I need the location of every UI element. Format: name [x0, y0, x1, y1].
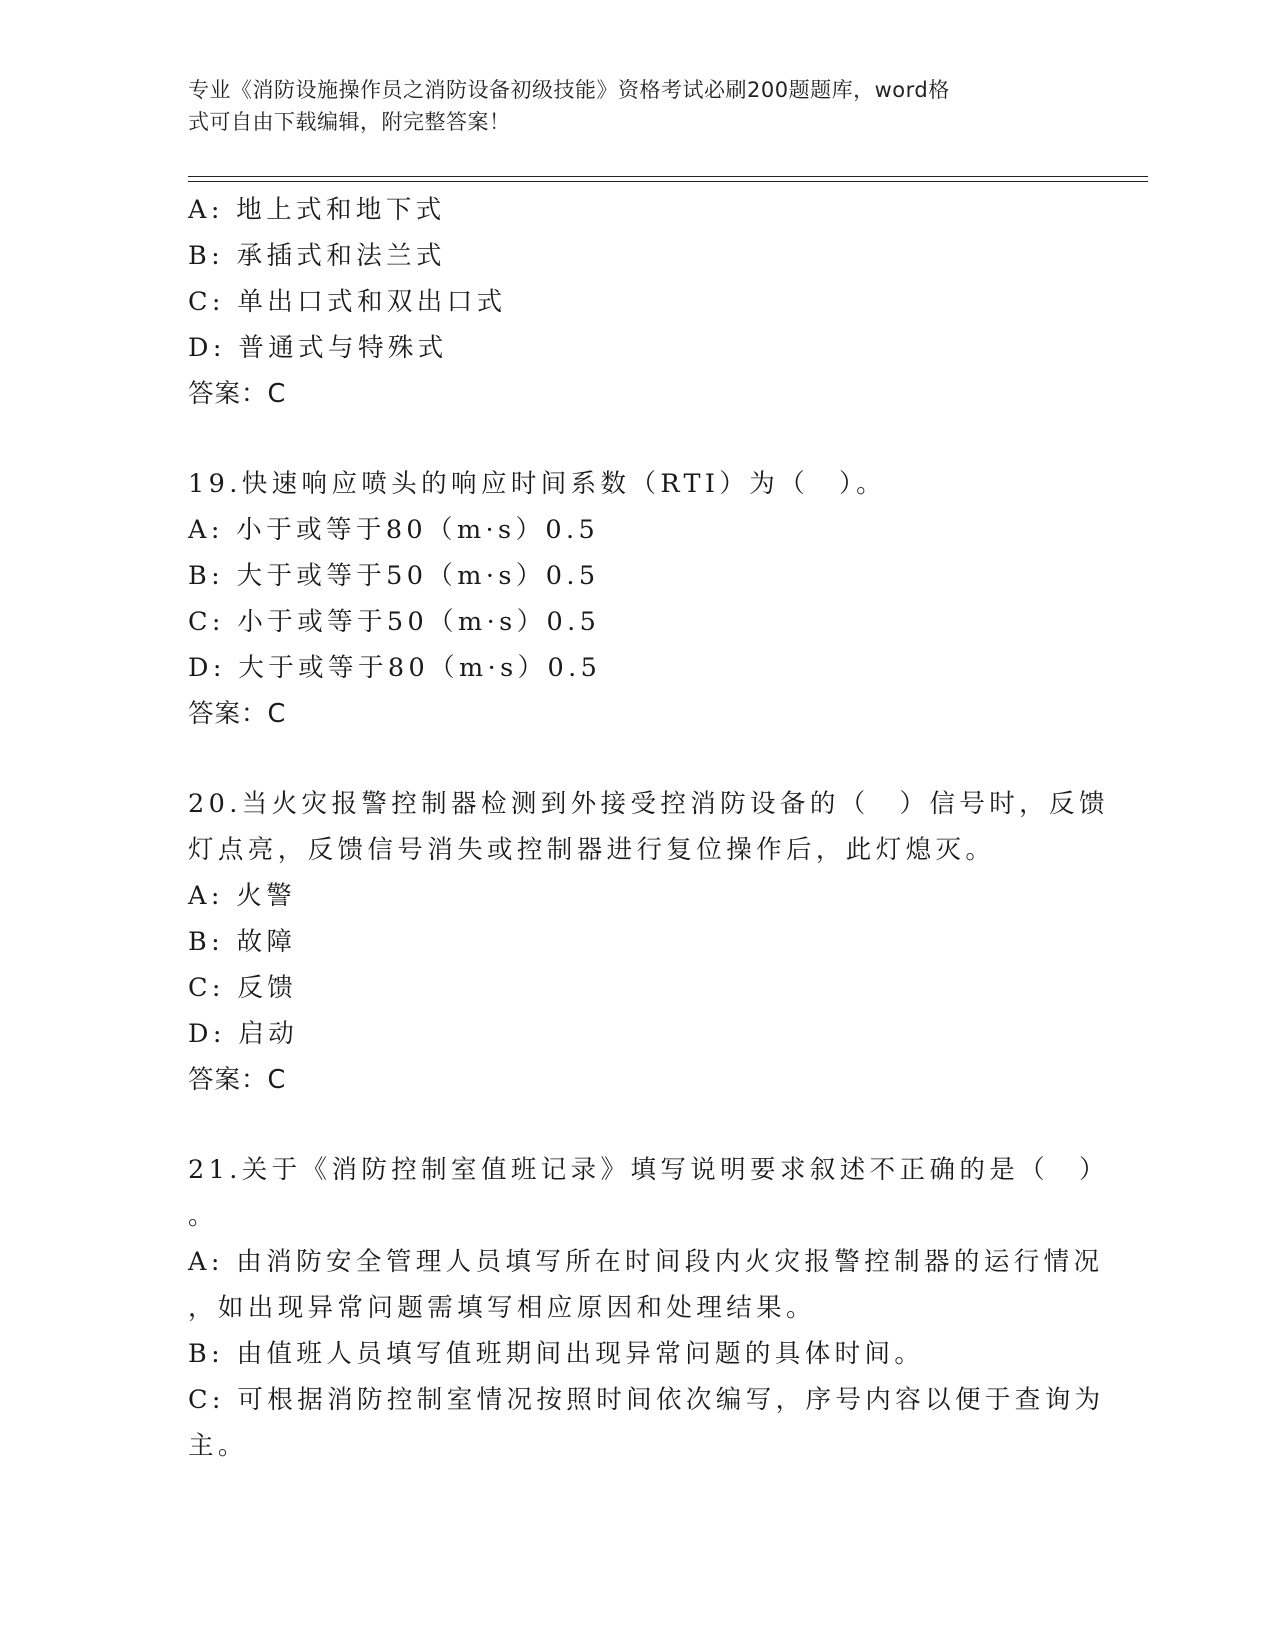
q19-option-b: B: 大于或等于50（m·s）0.5 — [188, 561, 600, 591]
spacer — [188, 1103, 1088, 1147]
q20-question-line-1: 20.当火灾报警控制器检测到外接受控消防设备的（ ）信号时，反馈 — [188, 789, 1109, 819]
q18-option-d: D: 普通式与特殊式 — [188, 333, 448, 363]
q21-option-a-line-2: ，如出现异常问题需填写相应原因和处理结果。 — [188, 1293, 816, 1323]
q18-option-b: B: 承插式和法兰式 — [188, 241, 446, 271]
q20-option-a: A: 火警 — [188, 881, 297, 911]
q19-option-c: C: 小于或等于50（m·s）0.5 — [188, 607, 601, 637]
q20-option-b: B: 故障 — [188, 927, 297, 957]
q18-option-a: A: 地上式和地下式 — [188, 195, 446, 225]
q18-option-c: C: 单出口式和双出口式 — [188, 287, 507, 317]
question-21-block — [188, 1147, 1109, 1469]
header-divider-bottom — [188, 181, 1148, 182]
q19-option-a: A: 小于或等于80（m·s）0.5 — [188, 515, 600, 545]
spacer — [188, 737, 1088, 781]
q21-question-line-2: 。 — [188, 1201, 218, 1231]
header-divider-top — [188, 176, 1148, 177]
q21-option-c-line-2: 主。 — [188, 1431, 248, 1461]
question-18-block — [188, 187, 1088, 417]
q19-answer: 答案：C — [188, 699, 287, 729]
question-20-block — [188, 781, 1109, 1103]
q18-answer: 答案：C — [188, 379, 287, 409]
q19-option-d: D: 大于或等于80（m·s）0.5 — [188, 653, 602, 683]
question-19-block — [188, 461, 1088, 737]
document-body — [188, 187, 1109, 1469]
q20-question-line-2: 灯点亮，反馈信号消失或控制器进行复位操作后，此灯熄灭。 — [188, 835, 996, 865]
q21-option-c-line-1: C: 可根据消防控制室情况按照时间依次编写，序号内容以便于查询为 — [188, 1385, 1105, 1415]
header-title-line-1: 专业《消防设施操作员之消防设备初级技能》资格考试必刷200题题库，word格 — [188, 78, 950, 102]
spacer — [188, 417, 1088, 461]
q20-option-d: D: 启动 — [188, 1019, 299, 1049]
q20-answer: 答案：C — [188, 1065, 287, 1095]
q19-question: 19.快速响应喷头的响应时间系数（RTI）为（ ）。 — [188, 469, 887, 499]
q20-option-c: C: 反馈 — [188, 973, 298, 1003]
q21-option-a-line-1: A: 由消防安全管理人员填写所在时间段内火灾报警控制器的运行情况 — [188, 1247, 1104, 1277]
q21-question-line-1: 21.关于《消防控制室值班记录》填写说明要求叙述不正确的是（ ） — [188, 1155, 1109, 1185]
document-header — [188, 74, 1068, 138]
q21-option-b: B: 由值班人员填写值班期间出现异常问题的具体时间。 — [188, 1339, 925, 1369]
header-title-line-2: 式可自由下载编辑，附完整答案！ — [188, 110, 511, 134]
